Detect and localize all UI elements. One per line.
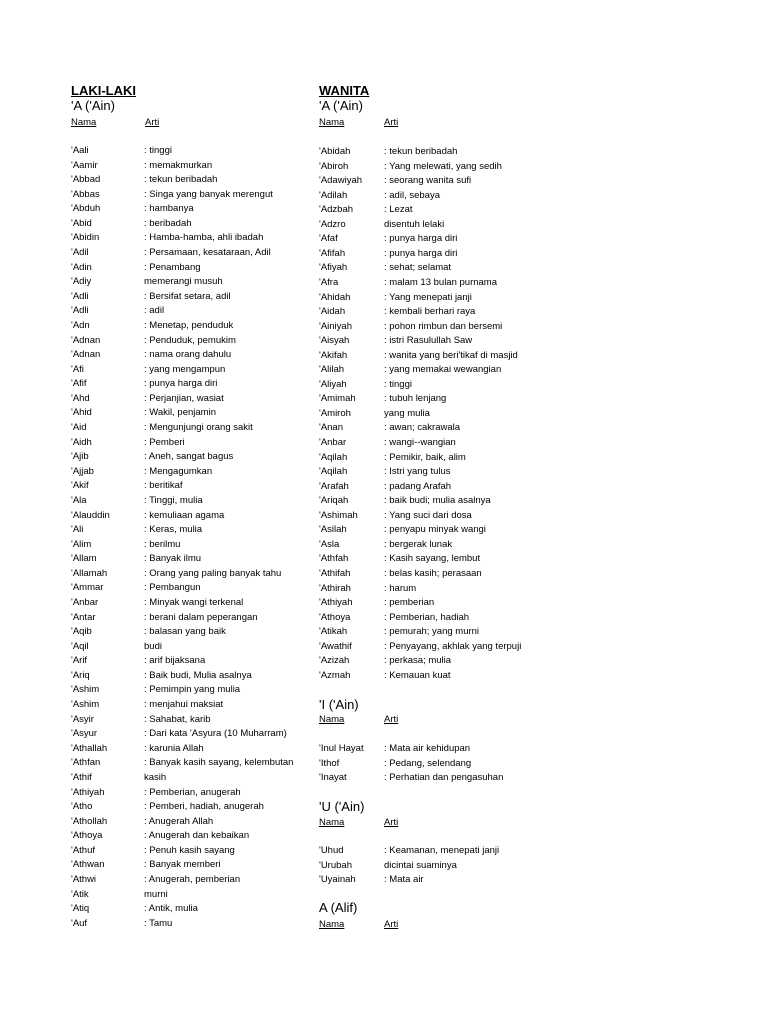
name-cell: 'Asilah	[319, 524, 347, 535]
name-cell: 'Adnan	[71, 349, 101, 360]
name-cell: 'Athif	[71, 772, 92, 783]
right-section-alif: A (Alif)	[319, 900, 358, 915]
meaning-cell: : Orang yang paling banyak tahu	[144, 568, 282, 579]
meaning-cell: : wanita yang beri'tikaf di masjid	[384, 350, 518, 361]
right-title: WANITA	[319, 83, 370, 98]
name-cell: 'Adil	[71, 247, 89, 258]
meaning-cell: : yang mengampun	[144, 364, 226, 375]
meaning-cell: budi	[144, 641, 162, 652]
meaning-cell: : bergerak lunak	[384, 539, 453, 550]
meaning-cell: : Pemberian, anugerah	[144, 787, 241, 798]
name-cell: 'Aqilah	[319, 452, 348, 463]
name-cell: 'Aidah	[319, 306, 346, 317]
name-cell: 'Akifah	[319, 350, 348, 361]
meaning-cell: : wangi--wangian	[384, 437, 456, 448]
name-cell: 'Ahidah	[319, 292, 351, 303]
name-cell: 'Abduh	[71, 203, 101, 214]
meaning-cell: : Tinggi, mulia	[144, 495, 203, 506]
meaning-cell: : Mengagumkan	[144, 466, 213, 477]
meaning-cell: : penyapu minyak wangi	[384, 524, 486, 535]
right-section-a-ain: 'A ('Ain)	[319, 98, 363, 113]
name-cell: 'Adli	[71, 291, 89, 302]
meaning-cell: : adil	[144, 305, 165, 316]
name-cell: 'Athwan	[71, 859, 105, 870]
name-cell: 'Athirah	[319, 583, 351, 594]
meaning-cell: : Perhatian dan pengasuhan	[384, 772, 504, 783]
name-cell: 'Arafah	[319, 481, 349, 492]
name-cell: 'Aali	[71, 145, 89, 156]
meaning-cell: : adil, sebaya	[384, 190, 440, 201]
name-cell: 'Atiq	[71, 903, 90, 914]
name-cell: 'Azizah	[319, 655, 350, 666]
meaning-cell: : nama orang dahulu	[144, 349, 232, 360]
meaning-cell: : harum	[384, 583, 417, 594]
meaning-cell: : Minyak wangi terkenal	[144, 597, 244, 608]
meaning-cell: : Anugerah Allah	[144, 816, 214, 827]
meaning-cell: : Penambang	[144, 262, 201, 273]
meaning-cell: : malam 13 bulan purnama	[384, 277, 498, 288]
meaning-cell: : seorang wanita sufi	[384, 175, 472, 186]
meaning-cell: : sehat; selamat	[384, 262, 452, 273]
meaning-cell: : berani dalam peperangan	[144, 612, 258, 623]
name-cell: 'Anbar	[319, 437, 347, 448]
meaning-cell: : Istri yang tulus	[384, 466, 451, 477]
right-i-col-name-header: Nama	[319, 714, 345, 725]
name-cell: 'Afaf	[319, 233, 338, 244]
name-cell: 'Athoya	[319, 612, 351, 623]
meaning-cell: : berilmu	[144, 539, 181, 550]
name-cell: 'Adzro	[319, 219, 346, 230]
meaning-cell: : Kemauan kuat	[384, 670, 451, 681]
name-cell: 'Athiyah	[319, 597, 353, 608]
name-cell: 'Inul Hayat	[319, 743, 364, 754]
name-cell: 'Aisyah	[319, 335, 350, 346]
name-cell: 'Ariqah	[319, 495, 349, 506]
name-cell: 'Ashimah	[319, 510, 358, 521]
meaning-cell: : Dari kata 'Asyura (10 Muharram)	[144, 728, 287, 739]
meaning-cell: : awan; cakrawala	[384, 422, 461, 433]
name-cell: 'Aqilah	[319, 466, 348, 477]
meaning-cell: yang mulia	[384, 408, 430, 419]
meaning-cell: : Baik budi, Mulia asalnya	[144, 670, 252, 681]
meaning-cell: : Keamanan, menepati janji	[384, 845, 500, 856]
meaning-cell: : Pemimpin yang mulia	[144, 684, 241, 695]
meaning-cell: : Menetap, penduduk	[144, 320, 234, 331]
name-cell: 'Atho	[71, 801, 93, 812]
name-cell: 'Abid	[71, 218, 92, 229]
meaning-cell: : menjahui maksiat	[144, 699, 224, 710]
meaning-cell: : kemuliaan agama	[144, 510, 225, 521]
name-cell: 'Allamah	[71, 568, 108, 579]
name-cell: 'Asyir	[71, 714, 94, 725]
meaning-cell: : punya harga diri	[384, 233, 458, 244]
right-i-col-meaning-header: Arti	[384, 714, 399, 725]
left-section-a-ain: 'A ('Ain)	[71, 98, 115, 113]
meaning-cell: : Mata air	[384, 874, 424, 885]
meaning-cell: : Aneh, sangat bagus	[144, 451, 234, 462]
meaning-cell: : yang memakai wewangian	[384, 364, 502, 375]
name-cell: 'Ajib	[71, 451, 89, 462]
meaning-cell: : memakmurkan	[144, 160, 213, 171]
name-cell: 'Afra	[319, 277, 339, 288]
name-cell: 'Abidah	[319, 146, 351, 157]
name-cell: 'Athallah	[71, 743, 108, 754]
meaning-cell: : Anugerah, pemberian	[144, 874, 241, 885]
name-cell: 'Ainiyah	[319, 321, 352, 332]
right-alif-col-meaning-header: Arti	[384, 919, 399, 930]
name-cell: 'Abbas	[71, 189, 100, 200]
meaning-cell: : perkasa; mulia	[384, 655, 452, 666]
meaning-cell: : Singa yang banyak merengut	[144, 189, 273, 200]
meaning-cell: disentuh lelaki	[384, 219, 445, 230]
name-cell: 'Ariq	[71, 670, 90, 681]
meaning-cell: : karunia Allah	[144, 743, 204, 754]
name-cell: 'Ahid	[71, 407, 92, 418]
meaning-cell: : Yang menepati janji	[384, 292, 472, 303]
meaning-cell: : beribadah	[144, 218, 192, 229]
name-cell: 'Uhud	[319, 845, 344, 856]
meaning-cell: : Pemberi, hadiah, anugerah	[144, 801, 264, 812]
meaning-cell: : Penuh kasih sayang	[144, 845, 235, 856]
left-title: LAKI-LAKI	[71, 83, 136, 98]
name-cell: 'Aqil	[71, 641, 89, 652]
name-cell: 'Amiroh	[319, 408, 351, 419]
meaning-cell: : Persamaan, kesataraan, Adil	[144, 247, 271, 258]
name-cell: 'Abbad	[71, 174, 101, 185]
name-cell: 'Alim	[71, 539, 92, 550]
name-cell: 'Arif	[71, 655, 88, 666]
name-cell: 'Ali	[71, 524, 84, 535]
name-cell: 'Afifah	[319, 248, 346, 259]
meaning-cell: : Antik, mulia	[144, 903, 198, 914]
meaning-cell: : tekun beribadah	[384, 146, 458, 157]
name-cell: 'Athiyah	[71, 787, 105, 798]
name-cell: 'Allam	[71, 553, 97, 564]
name-cell: 'Abiroh	[319, 161, 349, 172]
name-cell: 'Athfan	[71, 757, 101, 768]
name-cell: 'Athollah	[71, 816, 108, 827]
meaning-cell: : Pembangun	[144, 582, 201, 593]
name-cell: 'Afif	[71, 378, 87, 389]
name-cell: 'Azmah	[319, 670, 351, 681]
meaning-cell: : Penduduk, pemukim	[144, 335, 236, 346]
meaning-cell: : pemberian	[384, 597, 435, 608]
name-cell: 'Aliyah	[319, 379, 347, 390]
meaning-cell: : tinggi	[384, 379, 412, 390]
meaning-cell: : baik budi; mulia asalnya	[384, 495, 491, 506]
name-cell: 'Akif	[71, 480, 89, 491]
name-cell: 'Aqib	[71, 626, 92, 637]
meaning-cell: : Tamu	[144, 918, 173, 929]
name-cell: 'Athuf	[71, 845, 95, 856]
name-cell: 'Awathif	[319, 641, 352, 652]
name-cell: 'Adzbah	[319, 204, 354, 215]
name-cell: 'Anan	[319, 422, 344, 433]
meaning-cell: : Perjanjian, wasiat	[144, 393, 224, 404]
meaning-cell: : Banyak memberi	[144, 859, 221, 870]
name-cell: 'Aid	[71, 422, 87, 433]
meaning-cell: : Penyayang, akhlak yang terpuji	[384, 641, 522, 652]
name-cell: 'Athfah	[319, 553, 349, 564]
meaning-cell: : Wakil, penjamin	[144, 407, 216, 418]
right-col-name-header: Nama	[319, 117, 345, 128]
name-cell: 'Urubah	[319, 860, 352, 871]
meaning-cell: : kembali berhari raya	[384, 306, 476, 317]
name-cell: 'Ammar	[71, 582, 104, 593]
meaning-cell: : tubuh lenjang	[384, 393, 447, 404]
left-col-name-header: Nama	[71, 117, 97, 128]
name-cell: 'Ahd	[71, 393, 90, 404]
name-cell: 'Ala	[71, 495, 87, 506]
name-cell: 'Adiy	[71, 276, 92, 287]
meaning-cell: : pohon rimbun dan bersemi	[384, 321, 503, 332]
meaning-cell: : hambanya	[144, 203, 194, 214]
right-u-col-name-header: Nama	[319, 817, 345, 828]
name-cell: 'Asyur	[71, 728, 98, 739]
name-cell: 'Adnan	[71, 335, 101, 346]
meaning-cell: : Yang melewati, yang sedih	[384, 161, 502, 172]
name-cell: 'Afi	[71, 364, 84, 375]
name-cell: 'Atikah	[319, 626, 348, 637]
name-cell: 'Adilah	[319, 190, 348, 201]
meaning-cell: : Hamba-hamba, ahli ibadah	[144, 232, 264, 243]
name-cell: 'Aidh	[71, 437, 92, 448]
meaning-cell: : belas kasih; perasaan	[384, 568, 482, 579]
name-cell: 'Ashim	[71, 684, 100, 695]
right-section-i-ain: 'I ('Ain)	[319, 697, 359, 712]
name-cell: 'Adli	[71, 305, 89, 316]
meaning-cell: : pemurah; yang murni	[384, 626, 480, 637]
name-cell: 'Auf	[71, 918, 88, 929]
meaning-cell: : balasan yang baik	[144, 626, 226, 637]
meaning-cell: : Bersifat setara, adil	[144, 291, 231, 302]
name-cell: 'Athwi	[71, 874, 97, 885]
right-u-col-meaning-header: Arti	[384, 817, 399, 828]
meaning-cell: : Pemikir, baik, alim	[384, 452, 466, 463]
name-cell: 'Antar	[71, 612, 96, 623]
meaning-cell: : istri Rasulullah Saw	[384, 335, 473, 346]
name-cell: 'Ajjab	[71, 466, 94, 477]
name-cell: 'Alilah	[319, 364, 345, 375]
meaning-cell: : arif bijaksana	[144, 655, 206, 666]
meaning-cell: : Yang suci dari dosa	[384, 510, 472, 521]
meaning-cell: dicintai suaminya	[384, 860, 457, 871]
name-cell: 'Ithof	[319, 758, 340, 769]
name-cell: 'Adawiyah	[319, 175, 363, 186]
name-cell: 'Ashim	[71, 699, 100, 710]
name-cell: 'Inayat	[319, 772, 347, 783]
meaning-cell: : Anugerah dan kebaikan	[144, 830, 250, 841]
meaning-cell: : Mata air kehidupan	[384, 743, 471, 754]
name-cell: 'Adn	[71, 320, 90, 331]
left-col-meaning-header: Arti	[145, 117, 160, 128]
right-section-u-ain: 'U ('Ain)	[319, 799, 365, 814]
meaning-cell: : Banyak ilmu	[144, 553, 202, 564]
name-cell: 'Athoya	[71, 830, 103, 841]
meaning-cell: : Pemberian, hadiah	[384, 612, 470, 623]
meaning-cell: : beritikaf	[144, 480, 183, 491]
meaning-cell: : Sahabat, karib	[144, 714, 211, 725]
meaning-cell: : Pedang, selendang	[384, 758, 472, 769]
meaning-cell: : padang Arafah	[384, 481, 452, 492]
name-cell: 'Aamir	[71, 160, 98, 171]
meaning-cell: : tekun beribadah	[144, 174, 218, 185]
name-cell: 'Afiyah	[319, 262, 348, 273]
right-col-meaning-header: Arti	[384, 117, 399, 128]
name-cell: 'Uyainah	[319, 874, 356, 885]
name-cell: 'Asla	[319, 539, 340, 550]
meaning-cell: : Mengunjungi orang sakit	[144, 422, 253, 433]
name-cell: 'Abidin	[71, 232, 100, 243]
name-cell: 'Athifah	[319, 568, 351, 579]
meaning-cell: : Lezat	[384, 204, 413, 215]
name-cell: 'Amimah	[319, 393, 356, 404]
meaning-cell: memerangi musuh	[144, 276, 223, 287]
right-alif-col-name-header: Nama	[319, 919, 345, 930]
meaning-cell: : Keras, mulia	[144, 524, 203, 535]
meaning-cell: : Banyak kasih sayang, kelembutan	[144, 757, 294, 768]
name-cell: 'Anbar	[71, 597, 99, 608]
meaning-cell: : Pemberi	[144, 437, 185, 448]
meaning-cell: : tinggi	[144, 145, 172, 156]
meaning-cell: kasih	[144, 772, 167, 783]
name-cell: 'Atik	[71, 889, 89, 900]
name-cell: 'Alauddin	[71, 510, 110, 521]
meaning-cell: : punya harga diri	[144, 378, 218, 389]
meaning-cell: murni	[144, 889, 168, 900]
meaning-cell: : punya harga diri	[384, 248, 458, 259]
meaning-cell: : Kasih sayang, lembut	[384, 553, 481, 564]
name-cell: 'Adin	[71, 262, 92, 273]
